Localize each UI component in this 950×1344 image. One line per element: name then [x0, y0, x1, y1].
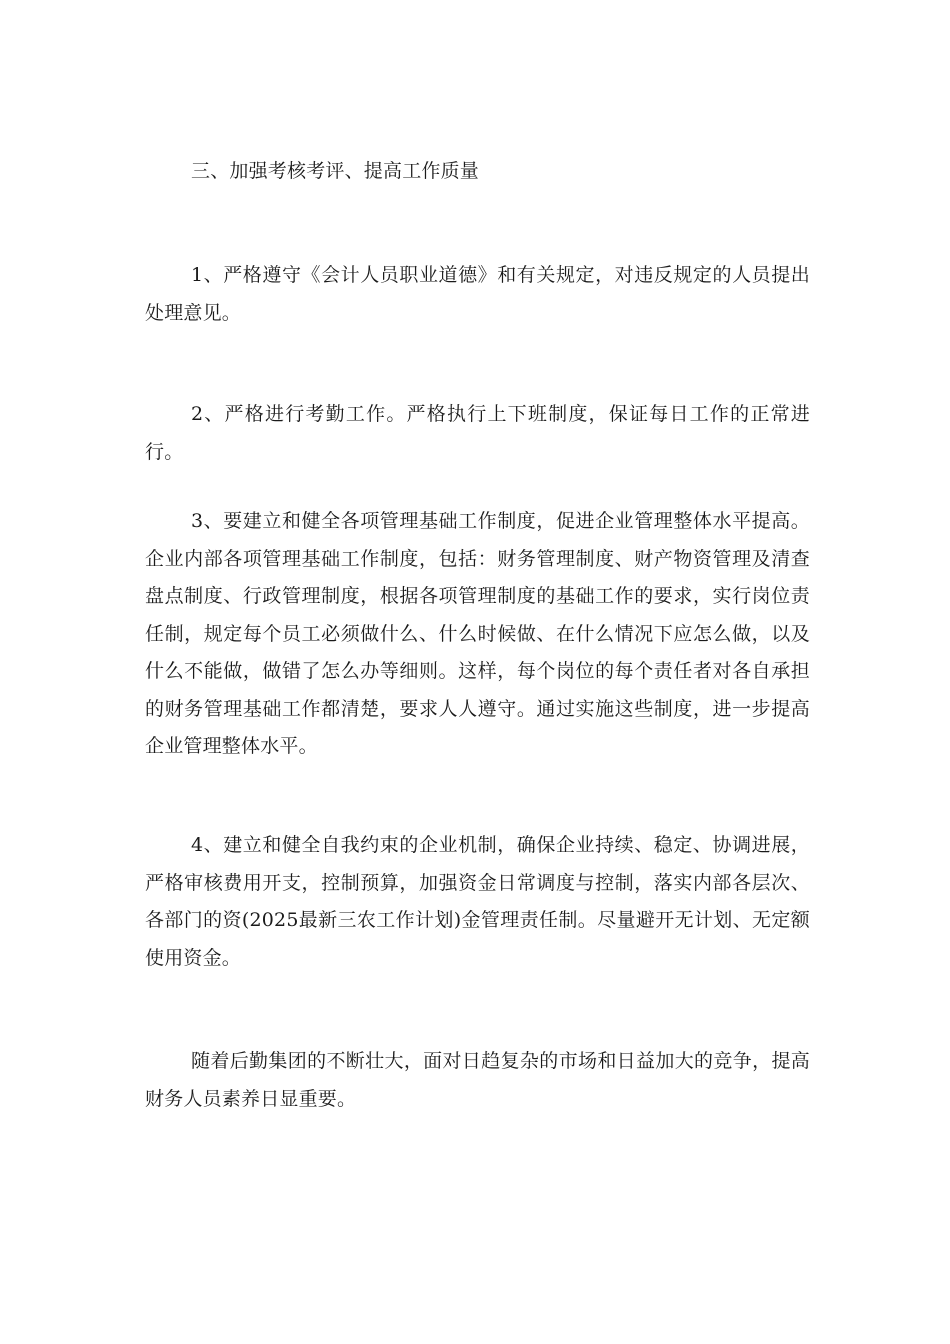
section-heading: 三、加强考核考评、提高工作质量: [191, 160, 480, 182]
paragraph-item-4: 4、建立和健全自我约束的企业机制，确保企业持续、稳定、协调进展，严格审核费用开支，控制预算，加强资金日常调度与控制，落实内部各层次、各部门的资(2025最新三农工作计划)金管理责任制。尽量避开无计划、无定额使用资金。: [145, 834, 810, 969]
closing-paragraph: 随着后勤集团的不断壮大，面对日趋复杂的市场和日益加大的竞争，提高财务人员素养日显重要。: [145, 1050, 810, 1110]
paragraph-item-3: 3、要建立和健全各项管理基础工作制度，促进企业管理整体水平提高。企业内部各项管理基础工作制度，包括：财务管理制度、财产物资管理及清查盘点制度、行政管理制度，根据各项管理制度的基础工作的要求，实行岗位责任制，规定每个员工必须做什么、什么时候做、在什么情况下应怎么做，以及什么不能做，做错了怎么办等细则。这样，每个岗位的每个责任者对各自承担的财务管理基础工作都清楚，要求人人遵守。通过实施这些制度，进一步提高企业管理整体水平。: [145, 510, 810, 757]
paragraph-item-2: 2、严格进行考勤工作。严格执行上下班制度，保证每日工作的正常进行。: [145, 403, 810, 463]
paragraph-item-1: 1、严格遵守《会计人员职业道德》和有关规定，对违反规定的人员提出处理意见。: [145, 264, 810, 324]
